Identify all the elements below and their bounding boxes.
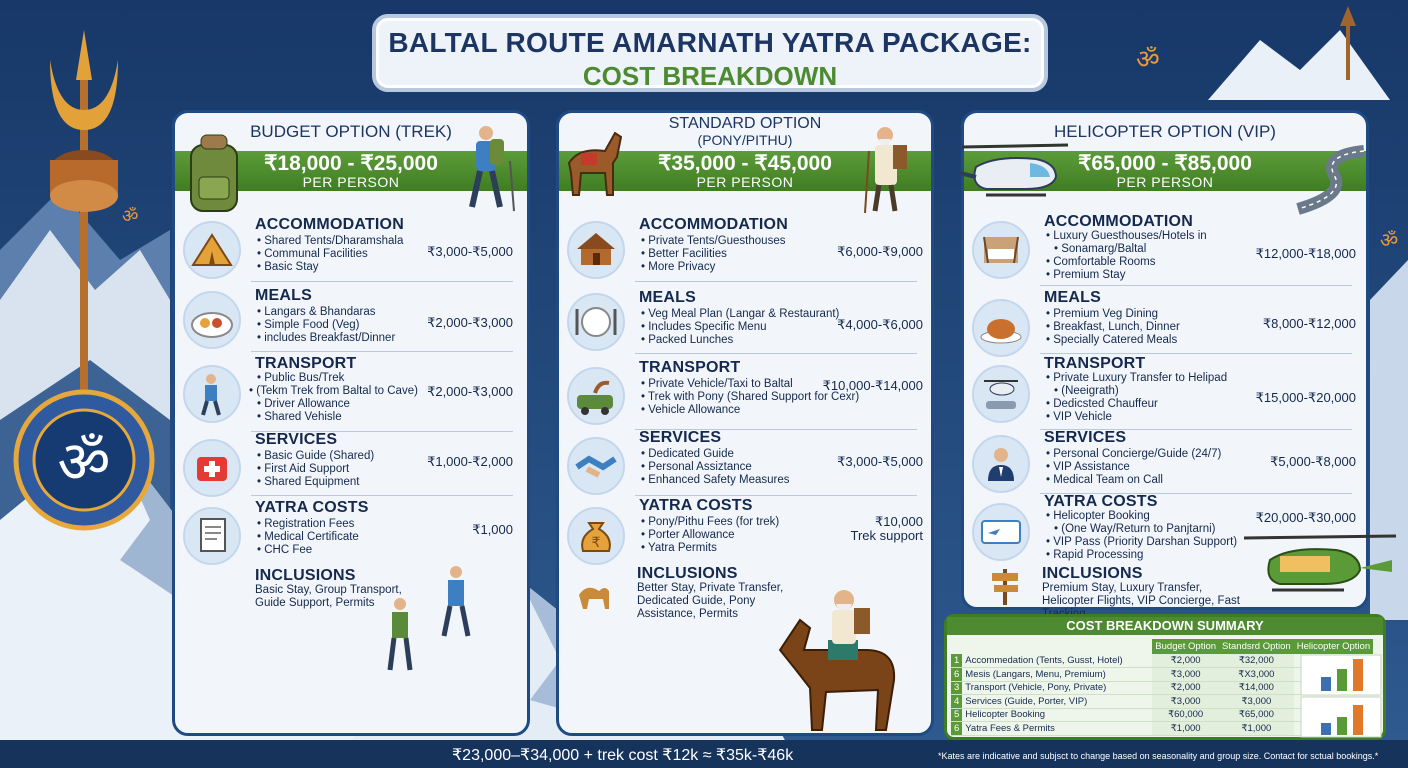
table-row: 6 Yatra Fees & Permits ₹1,000 ₹1,000 (951, 722, 1373, 736)
cost-value: ₹8,000-₹12,000 (1262, 316, 1356, 331)
helicopter-car-icon (972, 365, 1030, 423)
hiker-icon (460, 121, 520, 217)
divider (635, 281, 917, 282)
section-heading: MEALS (639, 289, 696, 306)
section-heading: TRANSPORT (255, 355, 357, 372)
backpack-icon (179, 127, 249, 217)
section-heading: SERVICES (1044, 429, 1127, 446)
panel-title: BUDGET OPTION (TREK) (250, 122, 452, 141)
cost-value: ₹15,000-₹20,000 (1255, 390, 1356, 405)
summary-title: COST BREAKDOWN SUMMARY (947, 617, 1383, 635)
table-row: 3 Transport (Vehicle, Pony, Private) ₹2,000 ₹14,000 (951, 681, 1373, 695)
divider (1040, 285, 1352, 286)
trekker-icon (183, 365, 241, 423)
cost-value: ₹10,000-₹14,000 (822, 378, 923, 393)
cost-value: ₹3,000-₹5,000 (837, 454, 923, 469)
section-heading: MEALS (1044, 289, 1101, 306)
cost-note: Trek support (850, 528, 923, 543)
page-title: BALTAL ROUTE AMARNATH YATRA PACKAGE: (388, 27, 1032, 58)
roast-dish-icon (972, 299, 1030, 357)
table-row: 6 Mesis (Langars, Menu, Premium) ₹3,000 ₹X3,000 (951, 668, 1373, 682)
inclusions-heading: INCLUSIONS (255, 567, 356, 584)
column-header: Standsrd Option (1219, 639, 1294, 654)
price-range: ₹18,000 - ₹25,000 (264, 152, 438, 175)
section-heading: ACCOMMODATION (639, 216, 788, 233)
bullet-list: • Shared Tents/Dharamshala • Communal Facilities • Basic Stay (257, 235, 403, 274)
price-range: ₹65,000 - ₹85,000 (1078, 152, 1252, 175)
column-header: Helicopter Option (1294, 639, 1373, 654)
bullet-list: • Personal Concierge/Guide (24/7) • VIP Assistance • Medical Team on Call (1046, 448, 1221, 487)
winding-road-icon (1294, 145, 1364, 211)
disclaimer-note: *Kates are indicative and subjsct to change based on seasonality and group size. Contact for sctual bookings.* (938, 751, 1379, 761)
sadhu-trekker-icon (859, 121, 919, 217)
section-heading: TRANSPORT (639, 359, 741, 376)
bullet-list: • Veg Meal Plan (Langar & Restaurant) • Includes Specific Menu • Packed Lunches (641, 308, 839, 347)
column-header: Budget Option (1152, 639, 1219, 654)
trishul-om-decoration (10, 20, 160, 540)
bed-icon (972, 221, 1030, 279)
table-row: 4 Services (Guide, Porter, VIP) ₹3,000 ₹3,000 (951, 695, 1373, 709)
bullet-list: • Public Bus/Trek • (Tekm Trek from Baltal to Cave) • Driver Allowance • Shared Vehisle (257, 372, 418, 424)
bullet-list: • Basic Guide (Shared) • First Aid Support • Shared Equipment (257, 450, 374, 489)
meal-plate-icon (183, 291, 241, 349)
document-icon (183, 507, 241, 565)
first-aid-icon (183, 439, 241, 497)
mini-bar-charts-icon (1301, 655, 1381, 737)
panel-subtitle: (PONY/PITHU) (697, 132, 793, 148)
section-heading: SERVICES (639, 429, 722, 446)
handshake-icon (567, 437, 625, 495)
tent-icon (183, 221, 241, 279)
title-banner (372, 14, 1048, 92)
divider (635, 353, 917, 354)
bullet-list: • Pony/Pithu Fees (for trek) • Porter Allowance • Yatra Permits (641, 516, 779, 555)
hut-icon (567, 221, 625, 279)
bullet-list: • Private Tents/Guesthouses • Better Facilities • More Privacy (641, 235, 785, 274)
panel-title-text: STANDARD OPTION (668, 115, 822, 132)
cost-value: ₹6,000-₹9,000 (837, 244, 923, 259)
bullet-list: • Premium Veg Dining • Breakfast, Lunch, Dinner • Specially Catered Meals (1046, 308, 1180, 347)
helicopter-icon (956, 137, 1074, 211)
section-heading: YATRA COSTS (1044, 493, 1158, 510)
inclusions-text: Premium Stay, Luxury Transfer, Helicopter Flights, VIP Concierge, Fast (1042, 582, 1240, 607)
summary-header-row (951, 639, 1373, 654)
trekkers-illustration (376, 560, 486, 690)
cost-value: ₹2,000-₹3,000 (427, 315, 513, 330)
om-icon: ॐ (122, 206, 139, 227)
cost-summary-box (944, 614, 1386, 740)
divider (251, 495, 513, 496)
section-heading: TRANSPORT (1044, 355, 1146, 372)
om-symbol-icon: ॐ (57, 428, 111, 496)
bullet-list: • Langars & Bhandaras • Simple Food (Veg) • includes Breakfast/Dinner (257, 306, 395, 345)
cost-value (851, 515, 924, 543)
vehicle-pony-icon (567, 367, 625, 425)
cost-value: ₹1,000-₹2,000 (427, 454, 513, 469)
pony-icon (559, 123, 629, 201)
bullet-list: • Private Luxury Transfer to Helipad • (Neeigrath) • Dedicsted Chauffeur • VIP Vehicle (1046, 372, 1227, 424)
camel-icon (575, 575, 615, 615)
inclusions-heading: INCLUSIONS (637, 565, 738, 582)
cost-value: ₹2,000-₹3,000 (427, 384, 513, 399)
per-person-label: PER PERSON (696, 174, 794, 190)
per-person-label: PER PERSON (302, 174, 400, 190)
bullet-list: • Helicopter Booking • (One Way/Return to Panjtarni) • VIP Pass (Priority Darshan Support) • Rapid Processing (1046, 510, 1237, 562)
page-subtitle: COST BREAKDOWN (582, 61, 838, 91)
horse-rider-illustration (766, 580, 916, 740)
bullet-list: • Private Vehicle/Taxi to Baltal • Trek with Pony (Shared Support for Cexr) • Vehicle Allowance (641, 378, 859, 417)
svg-text:₹: ₹ (591, 535, 601, 551)
divider (251, 351, 513, 352)
divider (1040, 353, 1352, 354)
money-bag-icon (567, 507, 625, 565)
om-icon: ॐ (1380, 228, 1399, 252)
panel-title: HELICOPTER OPTION (VIP) (1054, 122, 1276, 141)
section-heading: MEALS (255, 287, 312, 304)
bullet-list: • Dedicated Guide • Personal Assiztance • Enhanced Safety Measures (641, 448, 790, 487)
cost-amount: ₹10,000 (874, 514, 923, 529)
signpost-icon (988, 565, 1022, 605)
helicopter-illustration (1240, 530, 1400, 600)
section-heading: ACCOMMODATION (1044, 213, 1193, 230)
divider (251, 281, 513, 282)
section-heading: YATRA COSTS (639, 497, 753, 514)
om-icon: ॐ (1136, 45, 1160, 75)
inclusions-heading: INCLUSIONS (1042, 565, 1143, 582)
table-row: 1 Accommedation (Tents, Gusst, Hotel) ₹2,000 ₹32,000 (951, 654, 1373, 668)
section-heading: SERVICES (255, 431, 338, 448)
divider (635, 495, 917, 496)
price-range: ₹35,000 - ₹45,000 (658, 152, 832, 175)
concierge-icon (972, 435, 1030, 493)
section-heading: YATRA COSTS (255, 499, 369, 516)
cost-value: ₹4,000-₹6,000 (837, 317, 923, 332)
section-heading: ACCOMMODATION (255, 216, 404, 233)
per-person-label: PER PERSON (1116, 174, 1214, 190)
plate-cutlery-icon (567, 293, 625, 351)
cost-value: ₹20,000-₹30,000 (1255, 510, 1356, 525)
inclusions-text: Better Stay, Private Transfer, Dedicated Guide, Pony Assistance, Permits (637, 582, 784, 620)
bullet-list: • Registration Fees • Medical Certificate • CHC Fee (257, 518, 359, 557)
table-row: 5 Helicopter Booking ₹60,000 ₹65,000 (951, 708, 1373, 722)
cost-value: ₹1,000 (472, 522, 513, 537)
total-cost-summary: ₹23,000–₹34,000 + trek cost ₹12k ≈ ₹35k-₹46k (452, 747, 794, 764)
cost-value: ₹12,000-₹18,000 (1255, 246, 1356, 261)
cost-value: ₹5,000-₹8,000 (1270, 454, 1356, 469)
cost-value: ₹3,000-₹5,000 (427, 244, 513, 259)
flight-ticket-icon (972, 503, 1030, 561)
bullet-list: • Luxury Guesthouses/Hotels in • Sonamarg/Baltal • Comfortable Rooms • Premium Stay (1046, 230, 1207, 282)
inclusions-text: Basic Stay, Group Transport, Guide Support, Permits (255, 584, 402, 609)
